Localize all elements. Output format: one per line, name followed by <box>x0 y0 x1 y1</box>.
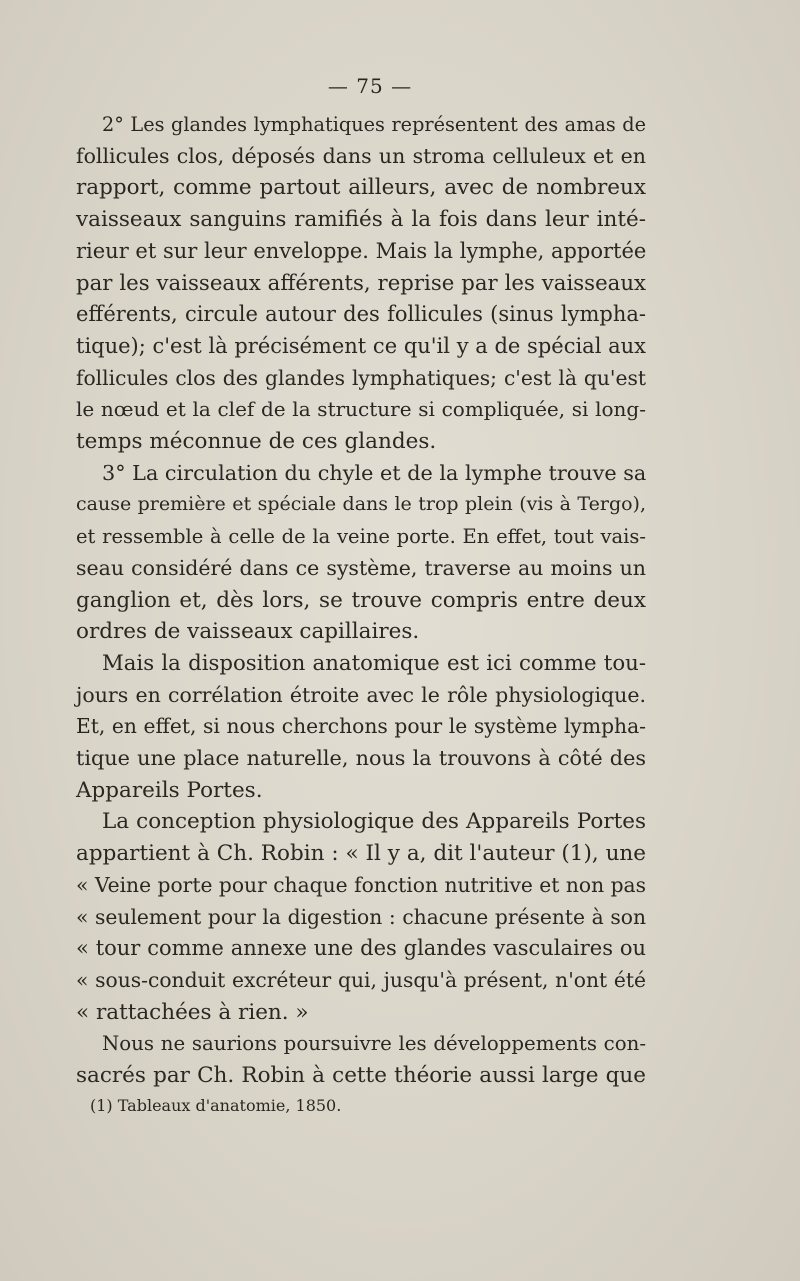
page-number: — 75 — <box>327 74 413 98</box>
text-line: « sous-conduit excréteur qui, jusqu'à présent, n'ont été <box>76 967 646 992</box>
text-line: et ressemble à celle de la veine porte. En effet, tout vais- <box>76 525 646 549</box>
footnote: (1) Tableaux d'anatomie, 1850. <box>90 1096 342 1115</box>
text-line: par les vaisseaux afférents, reprise par les vaisseaux <box>76 270 646 296</box>
text-line: seau considéré dans ce système, traverse au moins un <box>76 555 646 580</box>
text-line: rieur et sur leur enveloppe. Mais la lymphe, apportée <box>76 238 647 263</box>
text-line: ordres de vaisseaux capillaires. <box>76 619 420 645</box>
text-line: vaisseaux sanguins ramifiés à la fois dans leur inté- <box>76 207 646 233</box>
text-line: appartient à Ch. Robin : « Il y a, dit l'auteur (1), une <box>76 841 646 867</box>
text-line: le nœud et la clef de la structure si compliquée, si long- <box>76 397 646 422</box>
text-line: follicules clos des glandes lymphatiques; c'est là qu'est <box>76 365 646 390</box>
text-line: 2° Les glandes lymphatiques représentent des amas de <box>102 113 646 136</box>
text-line: Et, en effet, si nous cherchons pour le système lympha- <box>76 714 646 739</box>
text-line: tique); c'est là précisément ce qu'il y a de spécial aux <box>76 333 646 358</box>
text-line: Appareils Portes. <box>76 777 263 803</box>
text-line: jours en corrélation étroite avec le rôle physiologique. <box>76 682 646 707</box>
text-line: 3° La circulation du chyle et de la lymphe trouve sa <box>102 460 647 485</box>
text-line: Mais la disposition anatomique est ici comme tou- <box>102 650 646 676</box>
text-line: « seulement pour la digestion : chacune présente à son <box>76 904 646 929</box>
text-line: follicules clos, déposés dans un stroma celluleux et en <box>76 143 646 168</box>
text-line: temps méconnue de ces glandes. <box>76 429 437 455</box>
text-line: « rattachées à rien. » <box>76 999 309 1025</box>
body-text <box>76 109 646 1092</box>
text-line: « tour comme annexe une des glandes vasculaires ou <box>76 936 646 961</box>
text-line: rapport, comme partout ailleurs, avec de nombreux <box>76 175 646 201</box>
text-line: cause première et spéciale dans le trop plein (vis à Tergo), <box>76 493 646 516</box>
text-line: efférents, circule autour des follicules (sinus lympha- <box>76 302 646 327</box>
text-line: « Veine porte pour chaque fonction nutritive et non pas <box>76 872 647 897</box>
text-line: sacrés par Ch. Robin à cette théorie aussi large que <box>76 1063 646 1089</box>
text-line: La conception physiologique des Appareils Portes <box>102 809 646 835</box>
text-line: tique une place naturelle, nous la trouvons à côté des <box>76 746 646 771</box>
text-line: ganglion et, dès lors, se trouve compris entre deux <box>76 587 646 613</box>
text-line: Nous ne saurions poursuivre les développements con- <box>102 1032 646 1056</box>
